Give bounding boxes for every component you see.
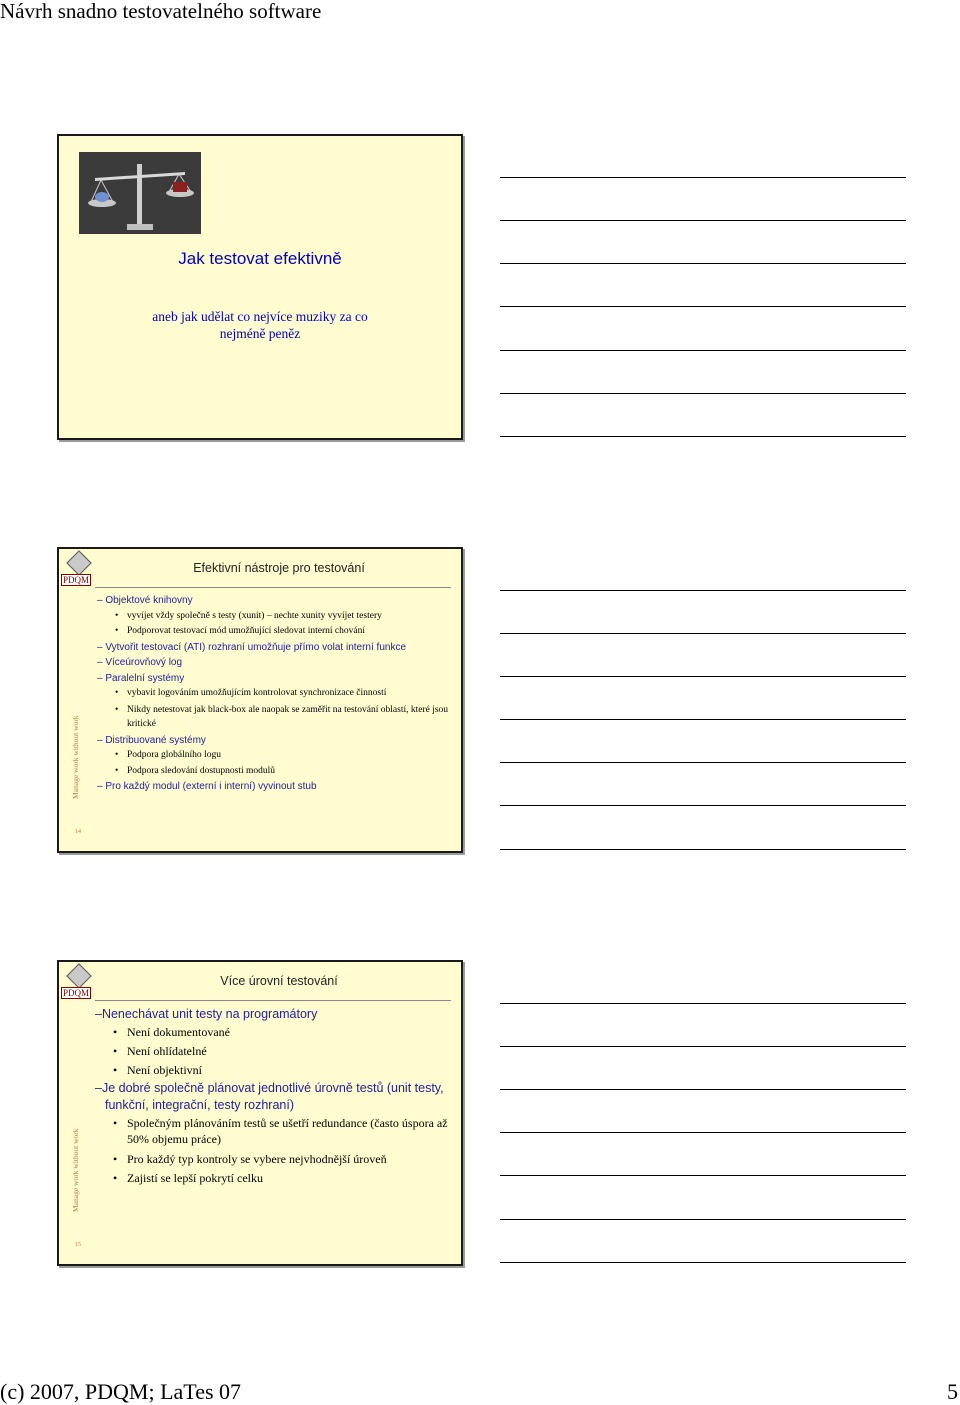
slide-title: Efektivní nástroje pro testování xyxy=(193,561,365,575)
notes-line xyxy=(500,436,906,437)
notes-line xyxy=(500,220,906,221)
notes-line xyxy=(500,1003,906,1004)
list-item: –Nenechávat unit testy na programátory xyxy=(95,1007,318,1021)
notes-line xyxy=(500,633,906,634)
slide-body xyxy=(95,1006,457,1188)
list-item: –Je dobré společně plánovat jednotlivé úrovně testů (unit testy, funkční, integrační, testy rozhraní) xyxy=(95,1081,444,1112)
scales-of-justice-icon xyxy=(79,152,201,234)
list-item: – Víceúrovňový log xyxy=(97,657,183,668)
notes-line xyxy=(500,177,906,178)
diamond-icon xyxy=(66,550,91,575)
footer-copyright: (c) 2007, PDQM; LaTes 07 xyxy=(0,1379,242,1404)
pdqm-logo xyxy=(61,552,99,588)
diamond-icon xyxy=(66,963,91,988)
notes-line xyxy=(500,590,906,591)
slide-title: Více úrovní testování xyxy=(220,974,338,988)
notes-line xyxy=(500,1219,906,1220)
notes-line xyxy=(500,350,906,351)
side-slogan: Manage work without work xyxy=(71,1128,80,1212)
notes-line xyxy=(500,306,906,307)
slide-2 xyxy=(57,547,463,853)
list-item: • Není ohlídatelné xyxy=(95,1042,457,1061)
title-divider xyxy=(95,1000,451,1001)
slide-number: 15 xyxy=(75,1242,81,1248)
notes-line xyxy=(500,805,906,806)
list-item: – Pro každý modul (externí i interní) vyvinout stub xyxy=(97,781,317,792)
list-item: • Podporovat testovací mód umožňující sledovat interní chování xyxy=(97,624,457,640)
list-item: – Objektové knihovny xyxy=(97,595,193,606)
slide-3 xyxy=(57,960,463,1266)
list-item: – Distribuované systémy xyxy=(97,734,206,746)
list-item: • Společným plánováním testů se ušetří redundance (často úspora až 50% objemu práce) xyxy=(95,1114,457,1150)
notes-line xyxy=(500,1175,906,1176)
notes-line xyxy=(500,1089,906,1090)
list-item: • Není objektivní xyxy=(95,1061,457,1080)
side-slogan: Manage work without work xyxy=(71,715,80,799)
logo-text: PDQM xyxy=(63,575,90,585)
slide-subtitle xyxy=(99,308,421,342)
title-divider xyxy=(95,587,451,588)
list-item: • Pro každý typ kontroly se vybere nejvhodnější úroveň xyxy=(95,1150,457,1169)
notes-line xyxy=(500,849,906,850)
logo-text: PDQM xyxy=(63,988,90,998)
subtitle-line: nejméně peněz xyxy=(219,326,301,341)
list-item: • vybavit logováním umožňujícím kontrolovat synchronizace činností xyxy=(97,686,457,702)
notes-line xyxy=(500,1132,906,1133)
page-header-title: Návrh snadno testovatelného software xyxy=(0,0,322,23)
slide-body xyxy=(97,593,457,795)
slide-1 xyxy=(57,134,463,440)
notes-line xyxy=(500,1262,906,1263)
list-item: • Podpora globálního logu xyxy=(97,748,457,764)
notes-line xyxy=(500,762,906,763)
notes-line xyxy=(500,676,906,677)
list-item: • vyvíjet vždy společně s testy (xunit) – nechte xunity vyvíjet testery xyxy=(97,609,457,625)
list-item: • Podpora sledování dostupnosti modulů xyxy=(97,764,457,780)
notes-line xyxy=(500,719,906,720)
list-item: – Vytvořit testovací (ATI) rozhraní umožňuje přímo volat interní funkce xyxy=(97,641,407,653)
page-number: 5 xyxy=(947,1379,958,1404)
pdqm-logo xyxy=(61,965,99,1001)
list-item: • Nikdy netestovat jak black-box ale naopak se zaměřit na testování oblastí, které jsou kritické xyxy=(97,702,457,733)
notes-line xyxy=(500,263,906,264)
list-item: – Paralelní systémy xyxy=(97,672,185,684)
subtitle-line: aneb jak udělat co nejvíce muziky za co xyxy=(152,309,368,324)
slide-title: Jak testovat efektivně xyxy=(178,249,342,268)
notes-line xyxy=(500,393,906,394)
list-item: • Není dokumentované xyxy=(95,1023,457,1042)
slide-number: 14 xyxy=(75,829,81,835)
notes-line xyxy=(500,1046,906,1047)
list-item: • Zajistí se lepší pokrytí celku xyxy=(95,1169,457,1188)
